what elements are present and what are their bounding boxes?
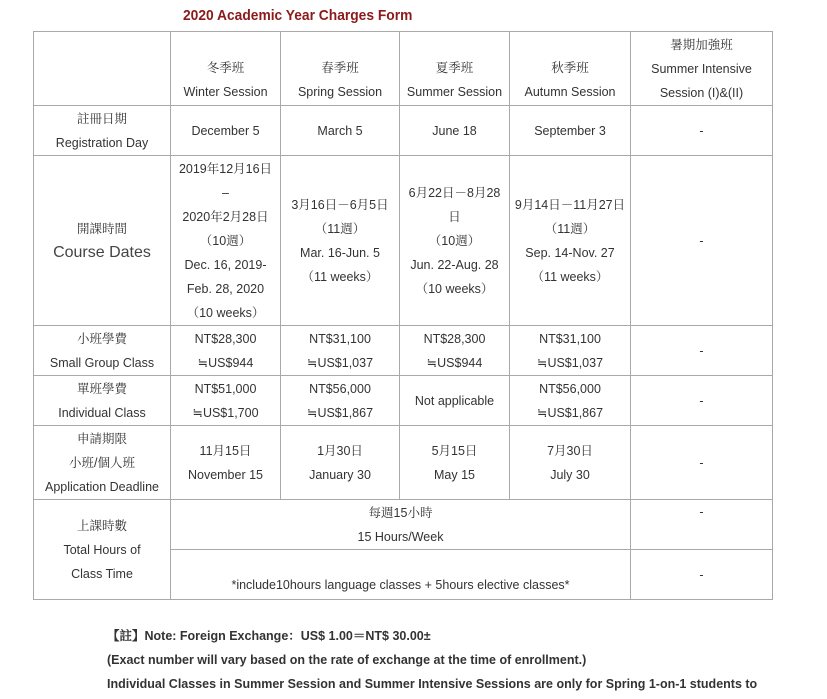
individual-intensive: - [631,376,773,426]
small-group-label [34,326,171,376]
hours-note: *include10hours language classes + 5hours elective classes* [171,550,631,600]
summer-zh: 夏季班 [435,60,474,75]
registration-summer: June 18 [400,106,510,156]
price-ntd: NT$51,000 [194,381,257,396]
deadline-en: November 15 [187,467,264,482]
intensive-zh: 暑期加強班 [670,37,733,52]
text-line: 3月16日－6月5日 [291,197,389,212]
registration-label-en: Registration Day [55,135,149,150]
price-ntd: NT$31,100 [309,331,371,346]
individual-autumn [510,376,631,426]
col-header-winter [171,32,281,106]
hours-intensive-2: - [631,550,773,600]
deadline-zh: 11月15日 [199,443,252,458]
text-line: （10 weeks） [415,281,494,296]
deadline-label-en: Application Deadline [45,479,159,494]
registration-label-zh: 註冊日期 [76,111,127,126]
autumn-en: Autumn Session [524,84,616,99]
spring-en: Spring Session [297,84,383,99]
deadline-en: May 15 [434,467,475,482]
course-dates-label-en: Course Dates [53,243,151,261]
individual-row [34,376,773,426]
text-line: Feb. 28, 2020 [186,281,265,296]
text-line: 9月14日－11月27日 [514,197,626,212]
text-line: 2020年2月28日 [182,209,269,224]
price-ntd: NT$56,000 [539,381,601,396]
price-usd: ≒US$1,037 [306,355,374,370]
winter-zh: 冬季班 [206,60,245,75]
price-ntd: NT$28,300 [194,331,257,346]
text-line: （10週） [199,233,252,248]
col-header-spring [281,32,400,106]
col-header-autumn [510,32,631,106]
hours-label-zh: 上課時數 [76,518,127,533]
deadline-zh: 1月30日 [317,443,363,458]
deadline-row [34,426,773,500]
notes [107,624,757,696]
text-line: Mar. 16-Jun. 5 [300,245,380,260]
text-line: Jun. 22-Aug. 28 [410,257,499,272]
note-individual-classes: Individual Classes in Summer Session and Summer Intensive Sessions are only for Spring 1-on-1 students to [107,677,758,691]
charges-table [33,31,773,600]
course-dates-label [34,156,171,326]
deadline-label [34,426,171,500]
note-exchange-rate: 【註】Note: Foreign Exchange：US$ 1.00＝NT$ 30.00± [107,629,431,643]
price-ntd: NT$28,300 [423,331,486,346]
registration-spring: March 5 [281,106,400,156]
course-dates-row [34,156,773,326]
price-ntd: NT$31,100 [539,331,601,346]
header-row [34,32,773,106]
hours-en: 15 Hours/Week [357,529,444,544]
individual-spring [281,376,400,426]
form-title: 2020 Academic Year Charges Form [183,7,413,24]
registration-row [34,106,773,156]
hours-intensive-1: - [631,500,773,550]
text-line: （10 weeks） [186,305,265,320]
individual-label-en: Individual Class [58,405,146,420]
small-group-summer [400,326,510,376]
individual-label-zh: 單班學費 [76,381,127,396]
registration-label [34,106,171,156]
small-group-winter [171,326,281,376]
col-header-summer [400,32,510,106]
deadline-en: January 30 [309,467,371,482]
deadline-summer [400,426,510,500]
text-line: （10週） [428,233,481,248]
hours-zh: 每週15小時 [368,505,433,520]
hours-row [34,500,773,550]
deadline-zh: 5月15日 [431,443,478,458]
price-usd: ≒US$1,867 [536,405,604,420]
intensive-en1: Summer Intensive [651,61,752,76]
course-dates-label-zh: 開課時間 [76,221,127,236]
text-line: – [222,185,229,200]
price-usd: ≒US$944 [197,355,254,370]
deadline-autumn [510,426,631,500]
text-line: Sep. 14-Nov. 27 [525,245,615,260]
text-line: （11週） [314,221,366,236]
summer-en: Summer Session [406,84,503,99]
small-group-intensive: - [631,326,773,376]
small-group-spring [281,326,400,376]
hours-label [34,500,171,600]
course-dates-spring [281,156,400,326]
price-ntd: NT$56,000 [309,381,371,396]
spring-zh: 春季班 [321,60,359,75]
deadline-label-zh2: 小班/個人班 [69,455,135,470]
individual-summer: Not applicable [400,376,510,426]
autumn-zh: 秋季班 [551,60,589,75]
small-group-label-en: Small Group Class [49,355,155,370]
text-line: 日 [448,209,461,224]
deadline-spring [281,426,400,500]
corner-cell [34,32,171,106]
col-header-intensive [631,32,773,106]
price-usd: ≒US$1,037 [536,355,604,370]
hours-value [171,500,631,550]
price-usd: ≒US$1,867 [306,405,374,420]
course-dates-winter [171,156,281,326]
note-exact-number: (Exact number will vary based on the rate of exchange at the time of enrollment.) [107,653,587,667]
deadline-winter [171,426,281,500]
price-usd: ≒US$944 [426,355,483,370]
registration-autumn: September 3 [510,106,631,156]
intensive-en2: Session (I)&(II) [659,85,744,100]
deadline-en: July 30 [550,467,590,482]
winter-en: Winter Session [183,84,268,99]
small-group-autumn [510,326,631,376]
text-line: 6月22日－8月28 [408,185,501,200]
small-group-label-zh: 小班學費 [76,331,127,346]
text-line: （11週） [544,221,596,236]
small-group-row [34,326,773,376]
course-dates-summer [400,156,510,326]
price-usd: ≒US$1,700 [192,405,259,420]
individual-winter [171,376,281,426]
text-line: Dec. 16, 2019- [184,257,267,272]
deadline-label-zh: 申請期限 [76,431,127,446]
text-line: （11 weeks） [531,269,609,284]
text-line: 2019年12月16日 [178,161,273,176]
registration-winter: December 5 [171,106,281,156]
course-dates-autumn [510,156,631,326]
hours-label-en2: Class Time [71,566,133,581]
text-line: （11 weeks） [301,269,379,284]
deadline-intensive: - [631,426,773,500]
hours-label-en1: Total Hours of [63,542,141,557]
registration-intensive: - [631,106,773,156]
individual-label [34,376,171,426]
deadline-zh: 7月30日 [547,443,593,458]
course-dates-intensive: - [631,156,773,326]
